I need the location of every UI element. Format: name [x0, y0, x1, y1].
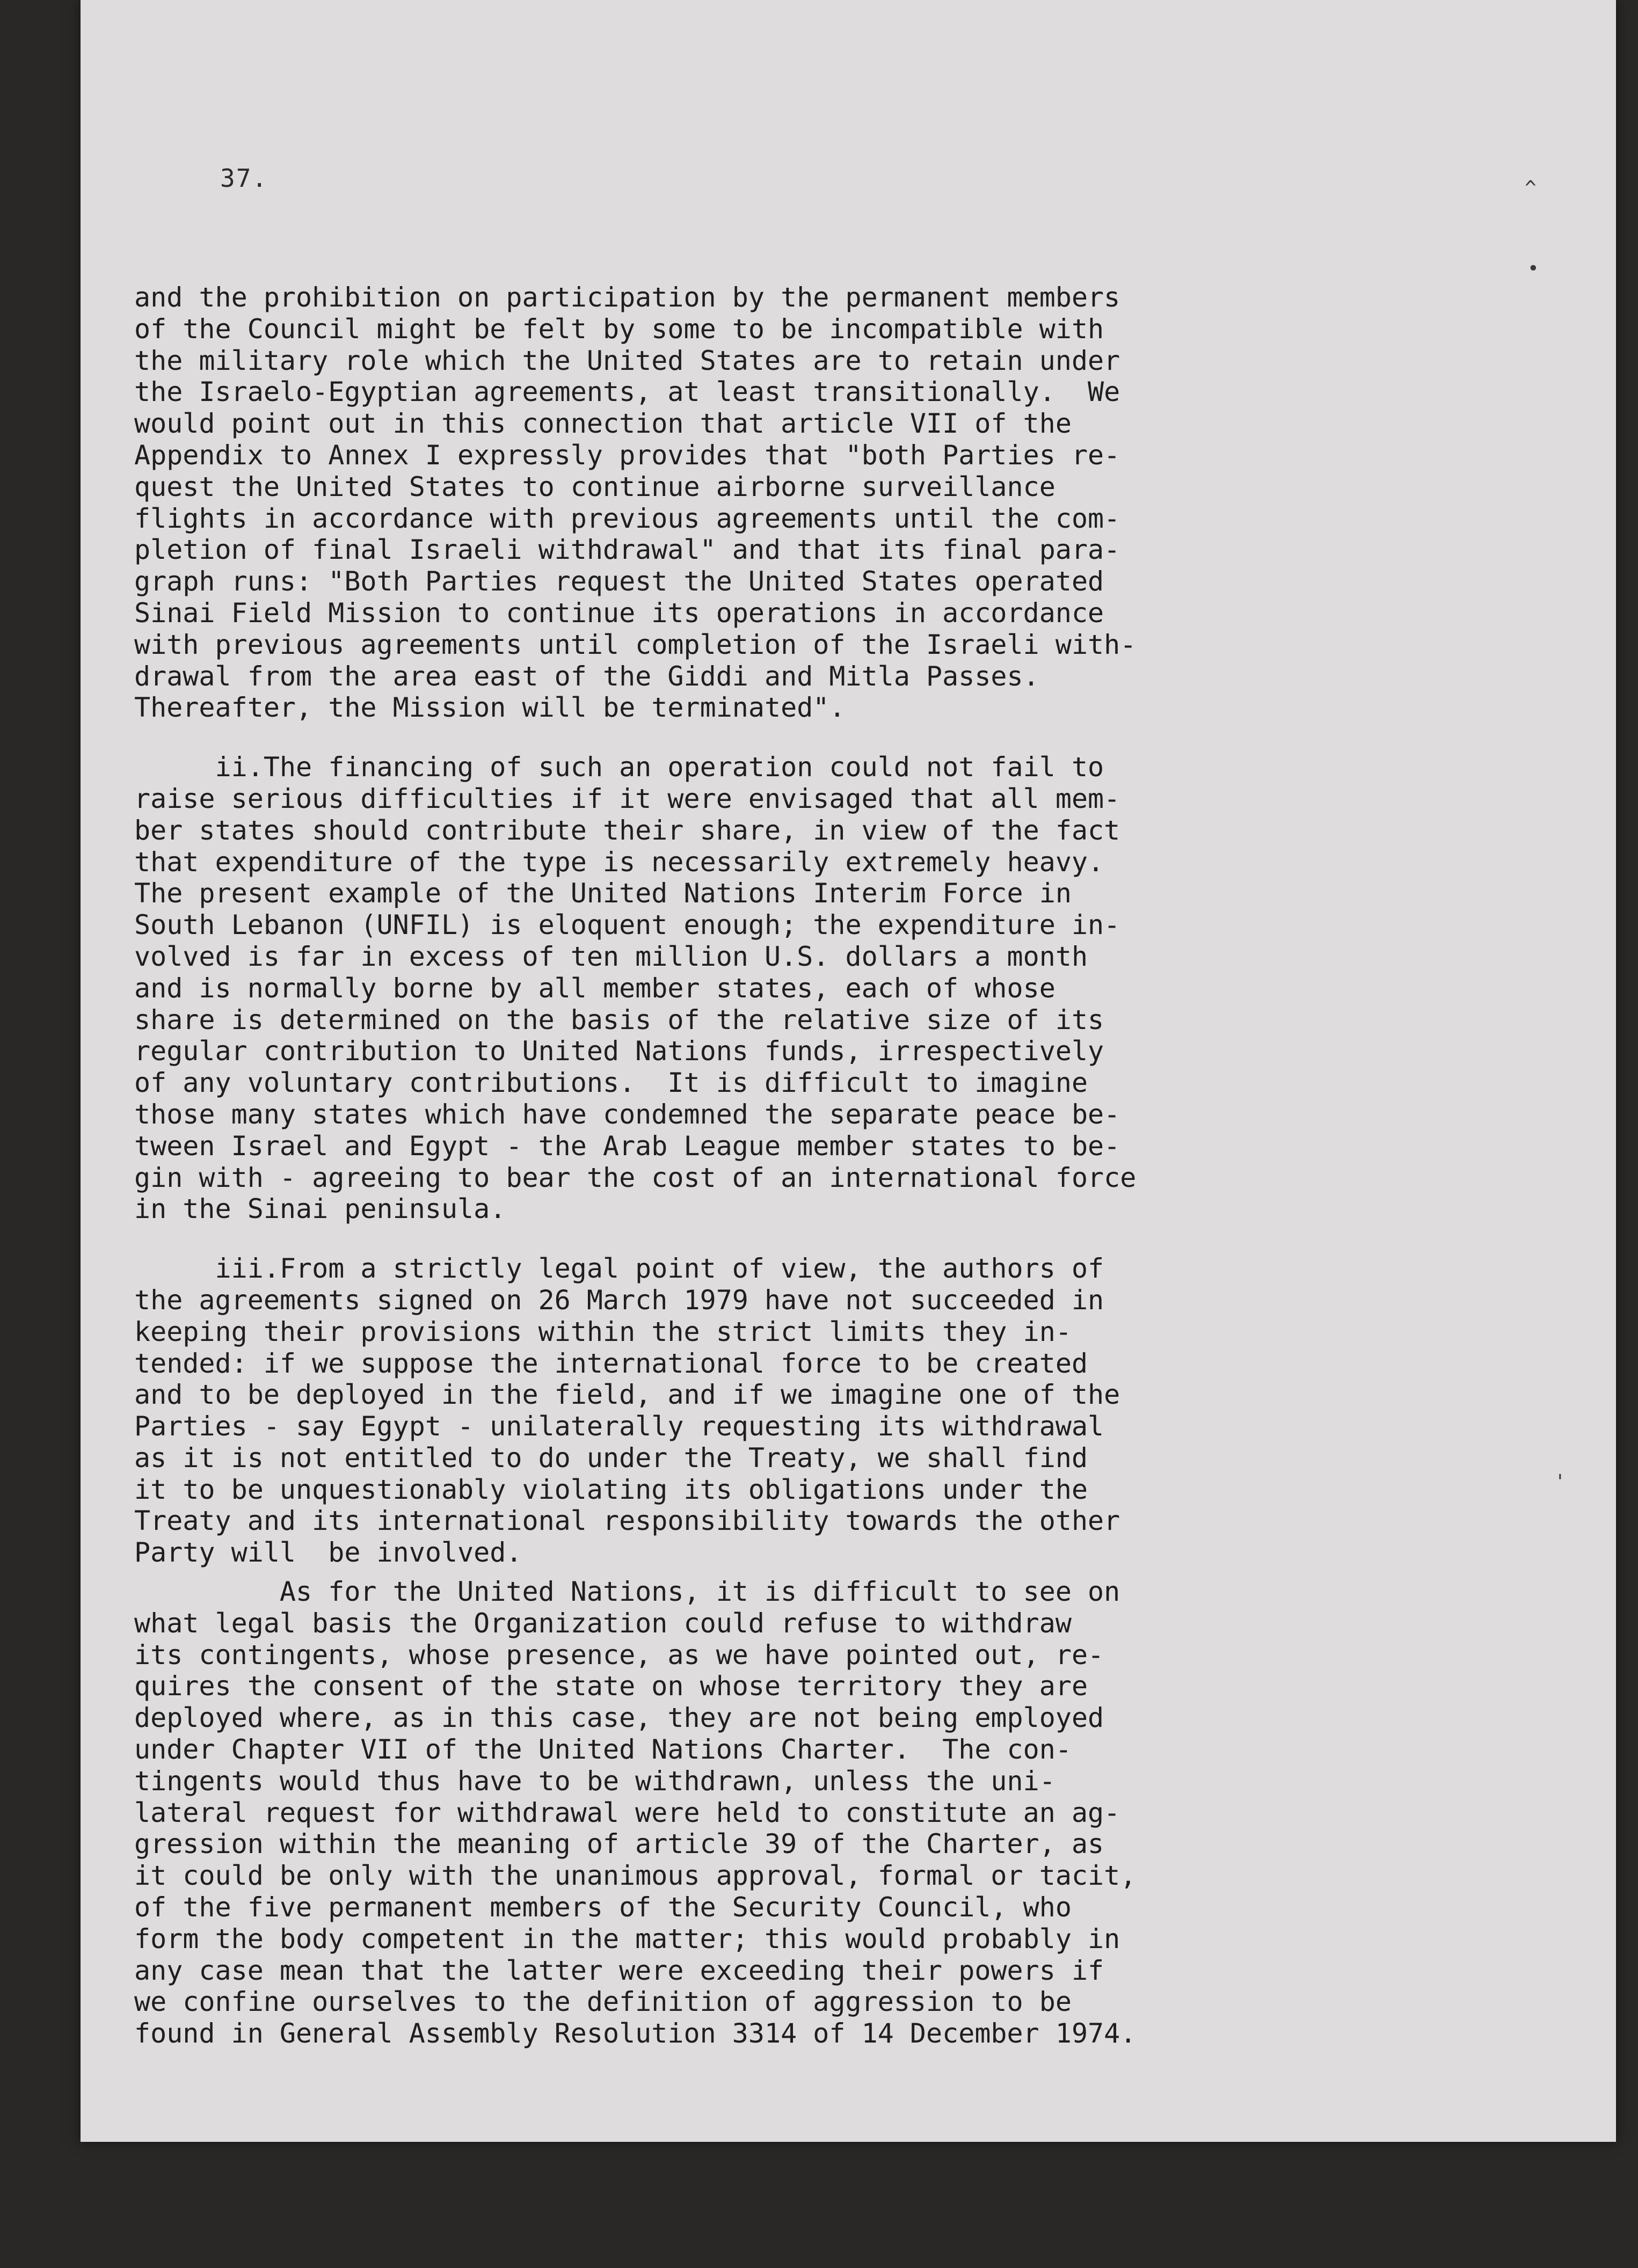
text-line: form the body competent in the matter; this would probably in: [134, 1923, 1120, 1955]
text-line: found in General Assembly Resolution 3314 of 14 December 1974.: [134, 2018, 1137, 2050]
text-line: flights in accordance with previous agreements until the com-: [134, 502, 1120, 534]
text-line: what legal basis the Organization could refuse to withdraw: [134, 1607, 1072, 1639]
text-line: The present example of the United Nations Interim Force in: [134, 878, 1072, 909]
text-line: of the Council might be felt by some to be incompatible with: [134, 313, 1104, 345]
text-line: graph runs: "Both Parties request the United States operated: [134, 566, 1104, 597]
text-line: we confine ourselves to the definition of aggression to be: [134, 1986, 1072, 2018]
text-line: its contingents, whose presence, as we have pointed out, re-: [134, 1639, 1104, 1671]
text-line: the military role which the United States are to retain under: [134, 345, 1120, 376]
text-line: under Chapter VII of the United Nations Charter. The con-: [134, 1734, 1072, 1766]
text-line: Treaty and its international responsibility towards the other: [134, 1505, 1120, 1537]
text-line: Sinai Field Mission to continue its operations in accordance: [134, 597, 1104, 629]
text-line: Parties - say Egypt - unilaterally requesting its withdrawal: [134, 1411, 1104, 1442]
margin-mark-dot: •: [1527, 258, 1539, 280]
text-line: tended: if we suppose the international force to be created: [134, 1347, 1088, 1379]
text-line: drawal from the area east of the Giddi and Mitla Passes.: [134, 660, 1039, 692]
text-line: and to be deployed in the field, and if we imagine one of the: [134, 1379, 1120, 1411]
text-line: it could be only with the unanimous approval, formal or tacit,: [134, 1860, 1137, 1892]
paragraph-spacer: [134, 1569, 1509, 1576]
paragraph-spacer: [134, 1225, 1509, 1253]
page-number: 37.: [220, 164, 268, 193]
text-line: tingents would thus have to be withdrawn, unless the uni-: [134, 1765, 1055, 1797]
text-line: it to be unquestionably violating its obligations under the: [134, 1474, 1088, 1505]
text-line: deployed where, as in this case, they are not being employed: [134, 1702, 1104, 1734]
text-line: raise serious difficulties if it were envisaged that all mem-: [134, 783, 1120, 814]
text-line: and the prohibition on participation by the permanent members: [134, 282, 1120, 313]
text-line: volved is far in excess of ten million U.S. dollars a month: [134, 940, 1088, 972]
text-line: gin with - agreeing to bear the cost of an international force: [134, 1162, 1137, 1193]
text-line: in the Sinai peninsula.: [134, 1193, 506, 1225]
text-line: iii.From a strictly legal point of view, the authors of: [134, 1253, 1104, 1285]
document-body: [134, 282, 1509, 2050]
text-line: lateral request for withdrawal were held to constitute an ag-: [134, 1797, 1120, 1828]
text-line: Thereafter, the Mission will be terminated".: [134, 692, 846, 724]
text-line: ii.The financing of such an operation could not fail to: [134, 752, 1104, 783]
text-line: quest the United States to continue airborne surveillance: [134, 471, 1055, 502]
text-line: quires the consent of the state on whose territory they are: [134, 1671, 1088, 1702]
text-line: would point out in this connection that article VII of the: [134, 408, 1072, 440]
text-line: that expenditure of the type is necessarily extremely heavy.: [134, 846, 1104, 878]
text-line: regular contribution to United Nations funds, irrespectively: [134, 1035, 1104, 1067]
text-line: tween Israel and Egypt - the Arab League member states to be-: [134, 1130, 1120, 1162]
margin-mark-top: ^: [1525, 177, 1537, 199]
text-line: the Israelo-Egyptian agreements, at least transitionally. We: [134, 376, 1120, 408]
text-line: as it is not entitled to do under the Treaty, we shall find: [134, 1442, 1088, 1474]
margin-mark-tick: ': [1554, 1471, 1566, 1493]
text-line: As for the United Nations, it is difficult to see on: [134, 1576, 1120, 1608]
text-line: Appendix to Annex I expressly provides that "both Parties re-: [134, 439, 1120, 471]
text-line: Party will be involved.: [134, 1537, 522, 1569]
text-line: South Lebanon (UNFIL) is eloquent enough; the expenditure in-: [134, 909, 1120, 941]
paragraph-4: [134, 1576, 1509, 2050]
text-line: any case mean that the latter were exceeding their powers if: [134, 1955, 1104, 1986]
text-line: of any voluntary contributions. It is difficult to imagine: [134, 1067, 1088, 1099]
paragraph-3: [134, 1253, 1509, 1569]
text-line: pletion of final Israeli withdrawal" and that its final para-: [134, 534, 1120, 566]
paragraph-1: [134, 282, 1509, 724]
text-line: gression within the meaning of article 39 of the Charter, as: [134, 1828, 1104, 1860]
text-line: the agreements signed on 26 March 1979 have not succeeded in: [134, 1284, 1104, 1316]
text-line: ber states should contribute their share, in view of the fact: [134, 814, 1120, 846]
text-line: of the five permanent members of the Security Council, who: [134, 1892, 1072, 1923]
text-line: share is determined on the basis of the relative size of its: [134, 1004, 1104, 1035]
text-line: keeping their provisions within the strict limits they in-: [134, 1316, 1072, 1347]
paragraph-spacer: [134, 724, 1509, 752]
text-line: and is normally borne by all member states, each of whose: [134, 972, 1055, 1004]
text-line: those many states which have condemned the separate peace be-: [134, 1098, 1120, 1130]
text-line: with previous agreements until completion of the Israeli with-: [134, 629, 1137, 660]
paragraph-2: [134, 752, 1509, 1225]
